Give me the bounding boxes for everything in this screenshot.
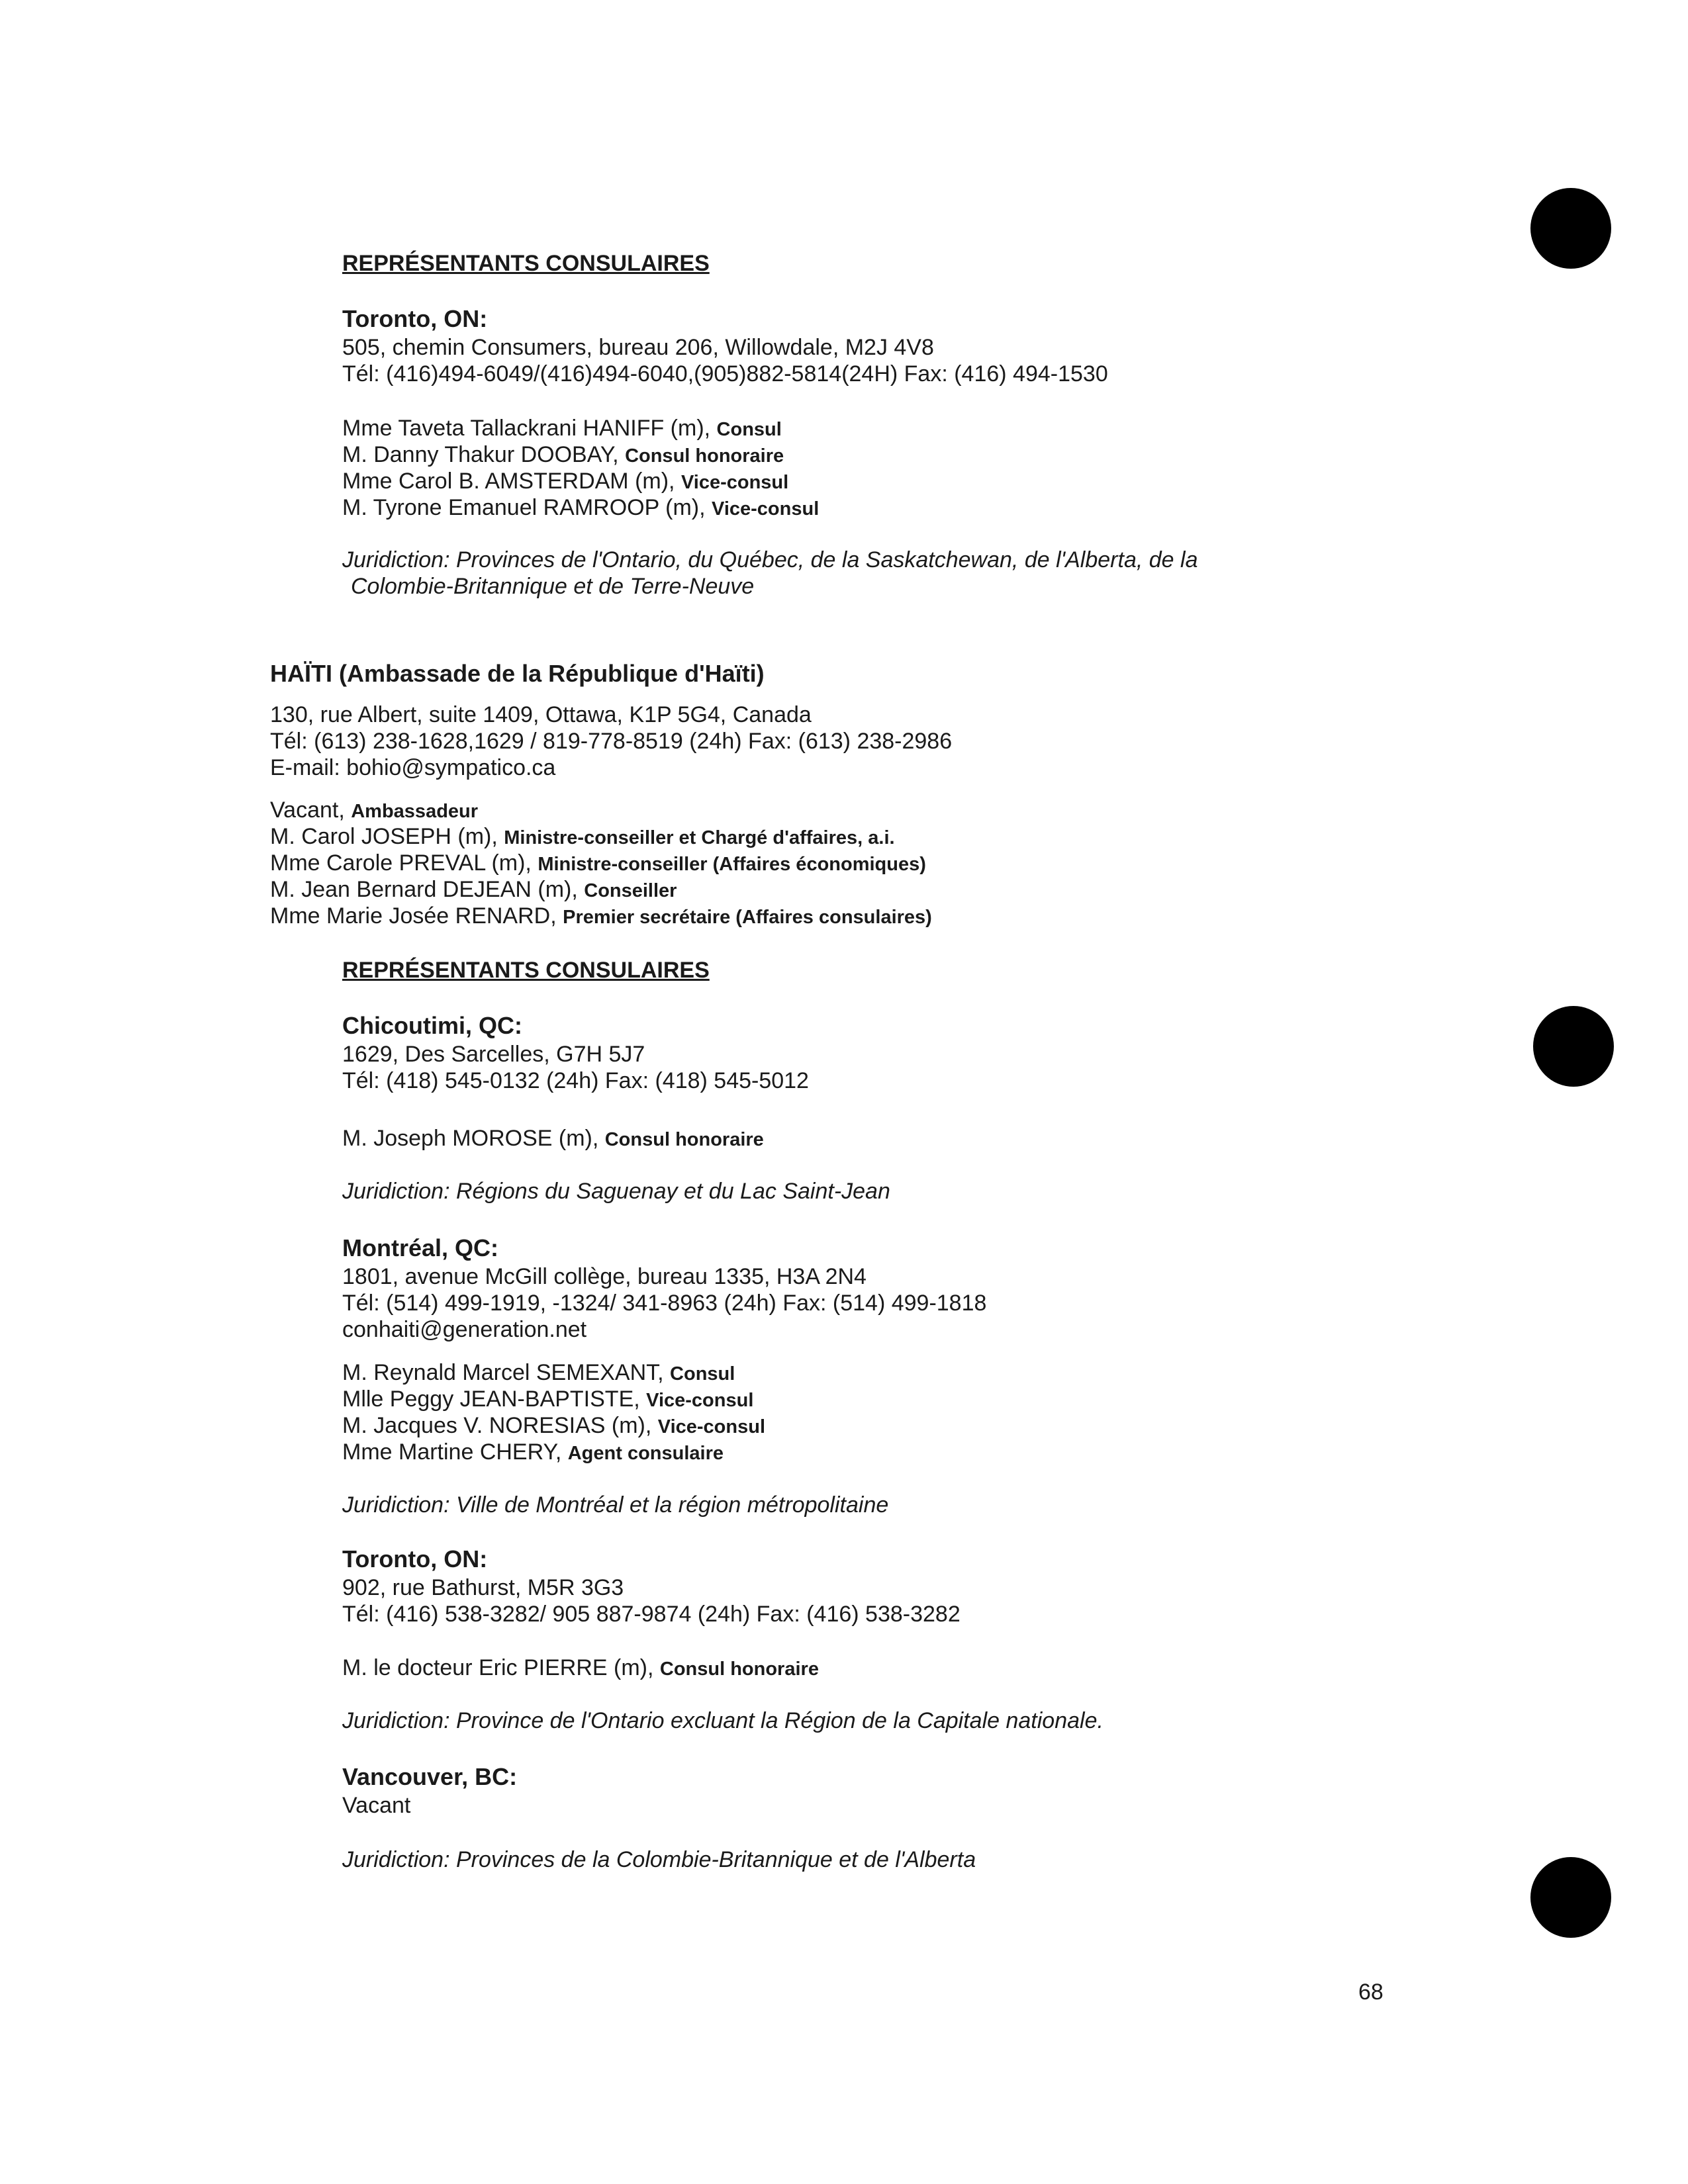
person-name: Mme Taveta Tallackrani HANIFF (m),: [342, 416, 717, 441]
person-name: Mme Carol B. AMSTERDAM (m),: [342, 469, 681, 494]
person-entry: [270, 876, 677, 904]
city-heading-montreal: Montréal, QC:: [342, 1234, 499, 1261]
person-name: M. Reynald Marcel SEMEXANT,: [342, 1360, 671, 1385]
embassy-email: E-mail: bohio@sympatico.ca: [270, 755, 556, 780]
punch-hole-bottom: [1530, 1857, 1611, 1938]
person-entry: [342, 1386, 753, 1414]
person-name: Mlle Peggy JEAN-BAPTISTE,: [342, 1387, 647, 1412]
phone-fax: Tél: (514) 499-1919, -1324/ 341-8963 (24h) Fax: (514) 499-1818: [342, 1291, 987, 1316]
person-name: M. Carol JOSEPH (m),: [270, 824, 504, 849]
person-title: Consul honoraire: [604, 1129, 764, 1150]
person-name: M. Jean Bernard DEJEAN (m),: [270, 877, 585, 902]
person-entry: [270, 797, 478, 825]
person-name: Vacant,: [270, 797, 352, 823]
person-entry: [342, 1359, 735, 1387]
person-name: M. Jacques V. NORESIAS (m),: [342, 1413, 658, 1438]
person-entry: [342, 468, 788, 496]
person-name: Mme Carole PREVAL (m),: [270, 850, 538, 876]
person-entry: [342, 1412, 765, 1440]
person-title: Ministre-conseiller et Chargé d'affaires, a.i.: [504, 827, 895, 848]
person-title: Conseiller: [584, 880, 677, 901]
vacant-status: Vacant: [342, 1793, 411, 1818]
phone-fax: Tél: (416) 538-3282/ 905 887-9874 (24h) Fax: (416) 538-3282: [342, 1602, 961, 1627]
embassy-address: 130, rue Albert, suite 1409, Ottawa, K1P 5G4, Canada: [270, 702, 812, 727]
section-header: REPRÉSENTANTS CONSULAIRES: [342, 251, 710, 276]
person-title: Vice-consul: [646, 1390, 754, 1411]
person-entry: [342, 1125, 764, 1153]
person-title: Vice-consul: [712, 498, 820, 520]
person-title: Vice-consul: [657, 1416, 766, 1437]
address: 505, chemin Consumers, bureau 206, Willowdale, M2J 4V8: [342, 335, 934, 360]
person-entry: [270, 850, 926, 878]
person-name: Mme Martine CHERY,: [342, 1439, 568, 1465]
person-entry: [342, 1439, 724, 1467]
person-title: Consul: [670, 1363, 735, 1385]
person-title: Consul honoraire: [625, 445, 784, 467]
person-name: M. Tyrone Emanuel RAMROOP (m),: [342, 495, 712, 520]
address: 902, rue Bathurst, M5R 3G3: [342, 1575, 624, 1600]
city-heading-toronto: Toronto, ON:: [342, 305, 488, 332]
city-heading-vancouver: Vancouver, BC:: [342, 1763, 518, 1790]
country-heading-haiti: HAÏTI (Ambassade de la République d'Haïti): [270, 660, 765, 687]
jurisdiction-line-2: Colombie-Britannique et de Terre-Neuve: [351, 574, 755, 599]
person-entry: [342, 415, 782, 443]
address: 1801, avenue McGill collège, bureau 1335, H3A 2N4: [342, 1264, 867, 1289]
person-name: Mme Marie Josée RENARD,: [270, 903, 563, 929]
punch-hole-top: [1530, 188, 1611, 269]
person-entry: [342, 494, 819, 522]
person-entry: [342, 441, 784, 469]
jurisdiction-line: Juridiction: Régions du Saguenay et du Lac Saint-Jean: [342, 1179, 890, 1204]
phone-fax: Tél: (418) 545-0132 (24h) Fax: (418) 545-5012: [342, 1068, 809, 1093]
person-name: M. le docteur Eric PIERRE (m),: [342, 1655, 660, 1680]
address: 1629, Des Sarcelles, G7H 5J7: [342, 1042, 645, 1067]
person-entry: [270, 903, 932, 931]
person-title: Ambassadeur: [351, 801, 479, 822]
city-heading-toronto: Toronto, ON:: [342, 1545, 488, 1572]
person-name: M. Danny Thakur DOOBAY,: [342, 442, 626, 467]
person-title: Ministre-conseiller (Affaires économiques): [538, 854, 926, 875]
section-header: REPRÉSENTANTS CONSULAIRES: [342, 958, 710, 983]
person-entry: [342, 1655, 819, 1682]
person-title: Premier secrétaire (Affaires consulaires): [563, 907, 932, 928]
page-number: 68: [1358, 1979, 1383, 2005]
person-title: Consul honoraire: [659, 1659, 819, 1680]
person-title: Vice-consul: [680, 472, 789, 493]
email: conhaiti@generation.net: [342, 1317, 587, 1342]
jurisdiction-line: Juridiction: Ville de Montréal et la région métropolitaine: [342, 1492, 889, 1518]
person-name: M. Joseph MOROSE (m),: [342, 1126, 605, 1151]
jurisdiction-line: Juridiction: Province de l'Ontario excluant la Région de la Capitale nationale.: [342, 1708, 1103, 1733]
phone-fax: Tél: (416)494-6049/(416)494-6040,(905)882-5814(24H) Fax: (416) 494-1530: [342, 361, 1108, 387]
punch-hole-middle: [1533, 1006, 1614, 1087]
person-title: Consul: [716, 419, 782, 440]
embassy-phone-fax: Tél: (613) 238-1628,1629 / 819-778-8519 (24h) Fax: (613) 238-2986: [270, 729, 953, 754]
person-entry: [270, 823, 895, 851]
jurisdiction-line: Juridiction: Provinces de la Colombie-Britannique et de l'Alberta: [342, 1847, 976, 1872]
person-title: Agent consulaire: [567, 1443, 724, 1464]
city-heading-chicoutimi: Chicoutimi, QC:: [342, 1012, 522, 1039]
jurisdiction-line-1: Juridiction: Provinces de l'Ontario, du Québec, de la Saskatchewan, de l'Alberta, de la: [342, 547, 1198, 572]
